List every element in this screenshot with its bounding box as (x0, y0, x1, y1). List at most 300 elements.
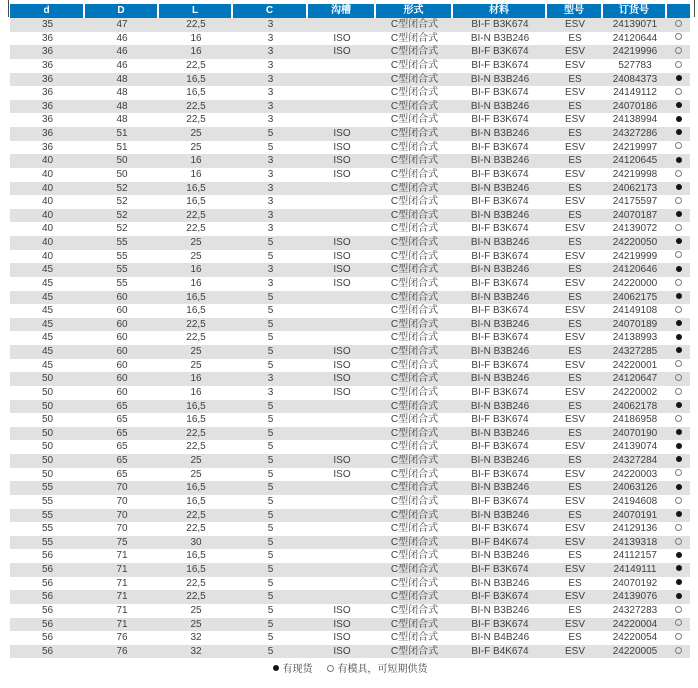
table-body (10, 18, 690, 658)
cell-model: ESV (564, 19, 585, 30)
cell-availability (667, 304, 690, 318)
cell-groove: ISO (333, 632, 351, 644)
cell-L: 16,5 (186, 291, 206, 303)
cell-model: ESV (564, 46, 585, 58)
cell-form: C型闭合式 (390, 591, 439, 603)
table-row (10, 618, 690, 632)
cell-d: 50 (41, 427, 54, 439)
cell-material: BI-N B3B246 (470, 509, 530, 521)
in-stock-dot-icon (676, 511, 682, 517)
cell-model: ES (568, 155, 582, 167)
cell-d: 55 (41, 536, 54, 548)
in-stock-dot-icon (676, 129, 682, 135)
cell-form: C型闭合式 (390, 114, 439, 126)
cell-groove (308, 86, 376, 100)
cell-material: BI-N B3B246 (470, 155, 530, 167)
table-header (10, 4, 690, 18)
cell-L: 25 (190, 468, 202, 480)
cell-availability (667, 577, 690, 591)
col-header-material: 材料 (453, 4, 547, 18)
cell-form: C型闭合式 (390, 427, 439, 439)
mold-dot-icon (675, 524, 682, 531)
cell-L: 22,5 (186, 577, 206, 589)
cell-order-no: 24220002 (612, 386, 658, 398)
cell-D: 65 (116, 468, 128, 480)
cell-L: 16 (190, 46, 202, 58)
cell-order-no: 24219997 (612, 141, 658, 153)
cell-order-no: 24139072 (612, 223, 658, 235)
cell-D: 71 (116, 564, 128, 575)
col-header-C: C (233, 4, 308, 18)
cell-availability (667, 209, 690, 223)
cell-d: 40 (41, 237, 54, 248)
cell-C: 5 (267, 618, 274, 630)
cell-groove (308, 291, 376, 305)
cell-L: 16,5 (186, 182, 206, 194)
cell-groove: ISO (333, 455, 351, 466)
cell-model: ESV (564, 414, 585, 426)
table-row (10, 154, 690, 168)
cell-D: 48 (116, 114, 128, 126)
cell-form: C型闭合式 (390, 468, 439, 480)
cell-C: 5 (267, 441, 274, 453)
cell-model: ESV (564, 223, 585, 235)
cell-model: ES (568, 400, 582, 412)
cell-L: 25 (190, 604, 202, 616)
cell-L: 16 (190, 32, 202, 44)
cell-material: BI-N B3B246 (470, 373, 530, 385)
table-row (10, 563, 690, 577)
mold-dot-icon (675, 497, 682, 504)
table-row (10, 45, 690, 59)
cell-material: BI-F B3K674 (471, 359, 529, 371)
cell-order-no: 24120646 (612, 264, 658, 276)
cell-L: 16,5 (186, 305, 206, 317)
cell-availability (667, 359, 690, 373)
cell-groove: ISO (333, 468, 351, 480)
cell-L: 25 (190, 618, 202, 630)
cell-C: 3 (267, 223, 274, 235)
cell-d: 56 (41, 564, 54, 575)
cell-d: 50 (41, 386, 54, 398)
cell-availability (667, 481, 690, 495)
cell-D: 71 (116, 604, 128, 616)
in-stock-dot-icon (273, 665, 279, 671)
in-stock-dot-icon (676, 552, 682, 558)
cell-L: 16 (190, 155, 202, 167)
table-row (10, 386, 690, 400)
cell-material: BI-F B3K674 (471, 59, 529, 71)
cell-model: ESV (564, 168, 585, 180)
cell-material: BI-F B4K674 (471, 645, 529, 657)
cell-model: ESV (564, 305, 585, 317)
col-header-form: 形式 (376, 4, 453, 18)
cell-form: C型闭合式 (390, 264, 439, 276)
cell-material: BI-N B3B246 (470, 604, 530, 616)
mold-dot-icon (675, 170, 682, 177)
in-stock-dot-icon (676, 184, 682, 190)
cell-d: 56 (41, 618, 54, 630)
cell-L: 25 (190, 237, 202, 248)
cell-L: 32 (190, 632, 202, 644)
cell-D: 50 (116, 168, 128, 180)
table-row (10, 400, 690, 414)
cell-order-no: 24070186 (612, 100, 658, 112)
cell-availability (667, 345, 690, 359)
cell-d: 45 (41, 277, 54, 289)
cell-D: 65 (116, 400, 128, 412)
cell-C: 3 (267, 19, 274, 30)
cell-L: 22,5 (186, 509, 206, 521)
cell-C: 5 (267, 495, 274, 507)
cell-availability (667, 413, 690, 427)
cell-groove: ISO (333, 373, 351, 385)
cell-model: ESV (564, 359, 585, 371)
cell-D: 55 (116, 264, 128, 276)
cell-material: BI-F B3K674 (471, 46, 529, 58)
cell-d: 45 (41, 291, 54, 303)
cell-material: BI-F B3K674 (471, 168, 529, 180)
table-row (10, 182, 690, 196)
cell-order-no: 24139318 (612, 536, 658, 548)
in-stock-dot-icon (676, 484, 682, 490)
cell-d: 35 (41, 19, 54, 30)
cell-availability (667, 222, 690, 236)
cell-material: BI-N B3B246 (470, 577, 530, 589)
table-row (10, 236, 690, 250)
cell-form: C型闭合式 (390, 223, 439, 235)
cell-groove (308, 536, 376, 550)
table-row (10, 18, 690, 32)
cell-D: 65 (116, 414, 128, 426)
table-row (10, 100, 690, 114)
cell-model: ES (568, 427, 582, 439)
cell-model: ESV (564, 59, 585, 71)
cell-groove (308, 318, 376, 332)
cell-d: 50 (41, 414, 54, 426)
cell-L: 25 (190, 250, 202, 262)
cell-order-no: 24220003 (612, 468, 658, 480)
cell-material: BI-N B3B246 (470, 455, 530, 466)
table-row (10, 291, 690, 305)
cell-D: 76 (116, 632, 128, 644)
cell-C: 5 (267, 632, 274, 644)
cell-availability (667, 563, 690, 577)
cell-groove (308, 495, 376, 509)
cell-material: BI-F B3K674 (471, 564, 529, 575)
in-stock-dot-icon (676, 211, 682, 217)
cell-order-no: 24327283 (612, 604, 658, 616)
cell-C: 5 (267, 291, 274, 303)
cell-d: 45 (41, 359, 54, 371)
table-row (10, 32, 690, 46)
cell-form: C型闭合式 (390, 645, 439, 657)
cell-D: 46 (116, 59, 128, 71)
table-row (10, 631, 690, 645)
header-row (10, 4, 690, 18)
cell-order-no: 24062178 (612, 400, 658, 412)
cell-L: 22,5 (186, 441, 206, 453)
cell-availability (667, 536, 690, 550)
cell-d: 36 (41, 73, 54, 85)
cell-model: ES (568, 455, 582, 466)
cell-model: ESV (564, 196, 585, 208)
cell-form: C型闭合式 (390, 414, 439, 426)
mold-dot-icon (675, 33, 682, 40)
cell-material: BI-F B3K674 (471, 223, 529, 235)
cell-C: 5 (267, 346, 274, 357)
cell-d: 50 (41, 373, 54, 385)
in-stock-dot-icon (676, 456, 682, 462)
table-row (10, 413, 690, 427)
cell-d: 56 (41, 604, 54, 616)
cell-groove (308, 413, 376, 427)
table-row (10, 331, 690, 345)
cell-model: ES (568, 632, 582, 644)
cell-model: ESV (564, 618, 585, 630)
cell-order-no: 24149112 (613, 87, 657, 99)
cell-groove (308, 195, 376, 209)
cell-groove (308, 509, 376, 523)
col-header-availability (667, 4, 690, 18)
cell-d: 36 (41, 59, 54, 71)
cell-order-no: 24149111 (613, 564, 657, 575)
cell-model: ESV (564, 495, 585, 507)
table-row (10, 141, 690, 155)
cell-order-no: 24186958 (612, 414, 658, 426)
cell-d: 45 (41, 332, 54, 344)
product-table-wrap (10, 4, 690, 658)
cell-D: 65 (116, 427, 128, 439)
in-stock-dot-icon (676, 293, 682, 299)
cell-order-no: 24220054 (612, 632, 658, 644)
cell-order-no: 24120644 (612, 32, 658, 44)
table-row (10, 359, 690, 373)
cell-material: BI-F B3K674 (471, 141, 529, 153)
cell-D: 52 (116, 196, 128, 208)
cell-C: 5 (267, 128, 274, 139)
cell-D: 48 (116, 87, 128, 99)
col-header-L: L (159, 4, 233, 18)
cell-groove (308, 590, 376, 604)
table-row (10, 481, 690, 495)
cell-groove (308, 549, 376, 563)
table-row (10, 86, 690, 100)
cell-form: C型闭合式 (390, 155, 439, 167)
in-stock-dot-icon (676, 429, 682, 435)
table-row (10, 427, 690, 441)
cell-material: BI-N B3B246 (470, 209, 530, 221)
in-stock-dot-icon (676, 579, 682, 585)
col-header-model: 型号 (547, 4, 603, 18)
cell-d: 55 (41, 495, 54, 507)
cell-material: BI-F B3K674 (471, 250, 529, 262)
cell-availability (667, 73, 690, 87)
cell-form: C型闭合式 (390, 291, 439, 303)
cell-C: 5 (267, 577, 274, 589)
cell-L: 22,5 (186, 591, 206, 603)
cell-d: 40 (41, 182, 54, 194)
cell-C: 5 (267, 414, 274, 426)
cell-groove (308, 304, 376, 318)
cell-material: BI-N B3B246 (470, 482, 530, 494)
cell-d: 40 (41, 223, 54, 235)
cell-material: BI-N B3B246 (470, 264, 530, 276)
mold-dot-icon (675, 20, 682, 27)
cell-L: 16 (190, 264, 202, 276)
table-row (10, 304, 690, 318)
cell-material: BI-F B3K674 (471, 591, 529, 603)
cell-C: 5 (267, 250, 274, 262)
cell-C: 5 (267, 318, 274, 330)
cell-form: C型闭合式 (390, 618, 439, 630)
cell-order-no: 24070189 (612, 318, 658, 330)
cell-d: 56 (41, 645, 54, 657)
cell-D: 60 (116, 346, 128, 357)
cell-availability (667, 549, 690, 563)
table-row (10, 250, 690, 264)
cell-form: C型闭合式 (390, 59, 439, 71)
cell-availability (667, 291, 690, 305)
cell-availability (667, 509, 690, 523)
cell-C: 3 (267, 73, 274, 85)
cell-availability (667, 236, 690, 250)
cell-groove (308, 100, 376, 114)
cell-order-no: 24219998 (612, 168, 658, 180)
cell-order-no: 24220001 (612, 359, 658, 371)
cell-C: 3 (267, 100, 274, 112)
cell-D: 75 (116, 536, 128, 548)
cell-model: ES (568, 509, 582, 521)
cell-L: 30 (190, 536, 202, 548)
cell-groove (308, 222, 376, 236)
cell-L: 16 (190, 373, 202, 385)
cell-order-no: 24149108 (612, 305, 658, 317)
cell-availability (667, 195, 690, 209)
cell-order-no: 24220004 (612, 618, 658, 630)
cell-material: BI-F B3K674 (471, 19, 529, 30)
table-row (10, 604, 690, 618)
cell-model: ES (568, 550, 582, 562)
cell-material: BI-N B3B246 (470, 237, 530, 248)
cell-D: 51 (116, 128, 128, 139)
cell-order-no: 527783 (618, 59, 652, 71)
cell-L: 22,5 (186, 114, 206, 126)
cell-form: C型闭合式 (390, 564, 439, 575)
cell-availability (667, 618, 690, 632)
cell-model: ESV (564, 114, 585, 126)
cell-material: BI-N B3B246 (470, 318, 530, 330)
cell-d: 50 (41, 441, 54, 453)
cell-C: 3 (267, 277, 274, 289)
cell-model: ES (568, 100, 582, 112)
cell-availability (667, 590, 690, 604)
cell-C: 5 (267, 237, 274, 248)
cell-form: C型闭合式 (390, 509, 439, 521)
cell-C: 5 (267, 536, 274, 548)
cell-form: C型闭合式 (390, 73, 439, 85)
cell-availability (667, 182, 690, 196)
cell-groove: ISO (333, 264, 351, 276)
cell-material: BI-F B3K674 (471, 441, 529, 453)
cell-form: C型闭合式 (390, 523, 439, 535)
cell-availability (667, 454, 690, 468)
cell-D: 51 (116, 141, 128, 153)
cell-C: 5 (267, 550, 274, 562)
cell-D: 60 (116, 291, 128, 303)
cell-d: 40 (41, 250, 54, 262)
cell-D: 71 (116, 591, 128, 603)
cell-form: C型闭合式 (390, 237, 439, 248)
mold-dot-icon (675, 606, 682, 613)
cell-L: 32 (190, 645, 202, 657)
mold-dot-icon (675, 388, 682, 395)
cell-groove (308, 18, 376, 32)
cell-availability (667, 141, 690, 155)
cell-model: ES (568, 73, 582, 85)
cell-order-no: 24220000 (612, 277, 658, 289)
cell-availability (667, 318, 690, 332)
cell-L: 22,5 (186, 209, 206, 221)
cell-form: C型闭合式 (390, 128, 439, 139)
cell-d: 50 (41, 468, 54, 480)
cell-order-no: 24327284 (612, 455, 658, 466)
cell-C: 5 (267, 482, 274, 494)
table-row (10, 318, 690, 332)
cell-material: BI-F B3K674 (471, 618, 529, 630)
cell-material: BI-F B3K674 (471, 332, 529, 344)
cell-form: C型闭合式 (390, 182, 439, 194)
cell-groove (308, 331, 376, 345)
in-stock-dot-icon (676, 565, 682, 571)
table-row (10, 536, 690, 550)
cell-groove (308, 400, 376, 414)
cell-L: 16,5 (186, 87, 206, 99)
cell-C: 5 (267, 400, 274, 412)
cell-D: 55 (116, 277, 128, 289)
cell-C: 3 (267, 264, 274, 276)
cell-form: C型闭合式 (390, 536, 439, 548)
cell-C: 3 (267, 114, 274, 126)
mold-dot-icon (675, 306, 682, 313)
cell-L: 22,5 (186, 332, 206, 344)
cell-C: 5 (267, 305, 274, 317)
cell-L: 16,5 (186, 73, 206, 85)
cell-material: BI-N B3B246 (470, 427, 530, 439)
table-row (10, 522, 690, 536)
col-header-order-no: 订货号 (603, 4, 667, 18)
cell-availability (667, 100, 690, 114)
table-row (10, 372, 690, 386)
cell-groove (308, 522, 376, 536)
cell-L: 16 (190, 386, 202, 398)
cell-D: 65 (116, 455, 128, 466)
table-row (10, 195, 690, 209)
cell-d: 50 (41, 455, 54, 466)
cell-availability (667, 277, 690, 291)
cell-order-no: 24070190 (612, 427, 658, 439)
cell-availability (667, 263, 690, 277)
cell-C: 3 (267, 373, 274, 385)
cell-order-no: 24138993 (612, 332, 658, 344)
cell-D: 48 (116, 73, 128, 85)
cell-C: 3 (267, 59, 274, 71)
cell-availability (667, 386, 690, 400)
cell-availability (667, 168, 690, 182)
cell-order-no: 24063126 (612, 482, 658, 494)
cell-d: 40 (41, 196, 54, 208)
cell-order-no: 24070191 (612, 509, 658, 521)
